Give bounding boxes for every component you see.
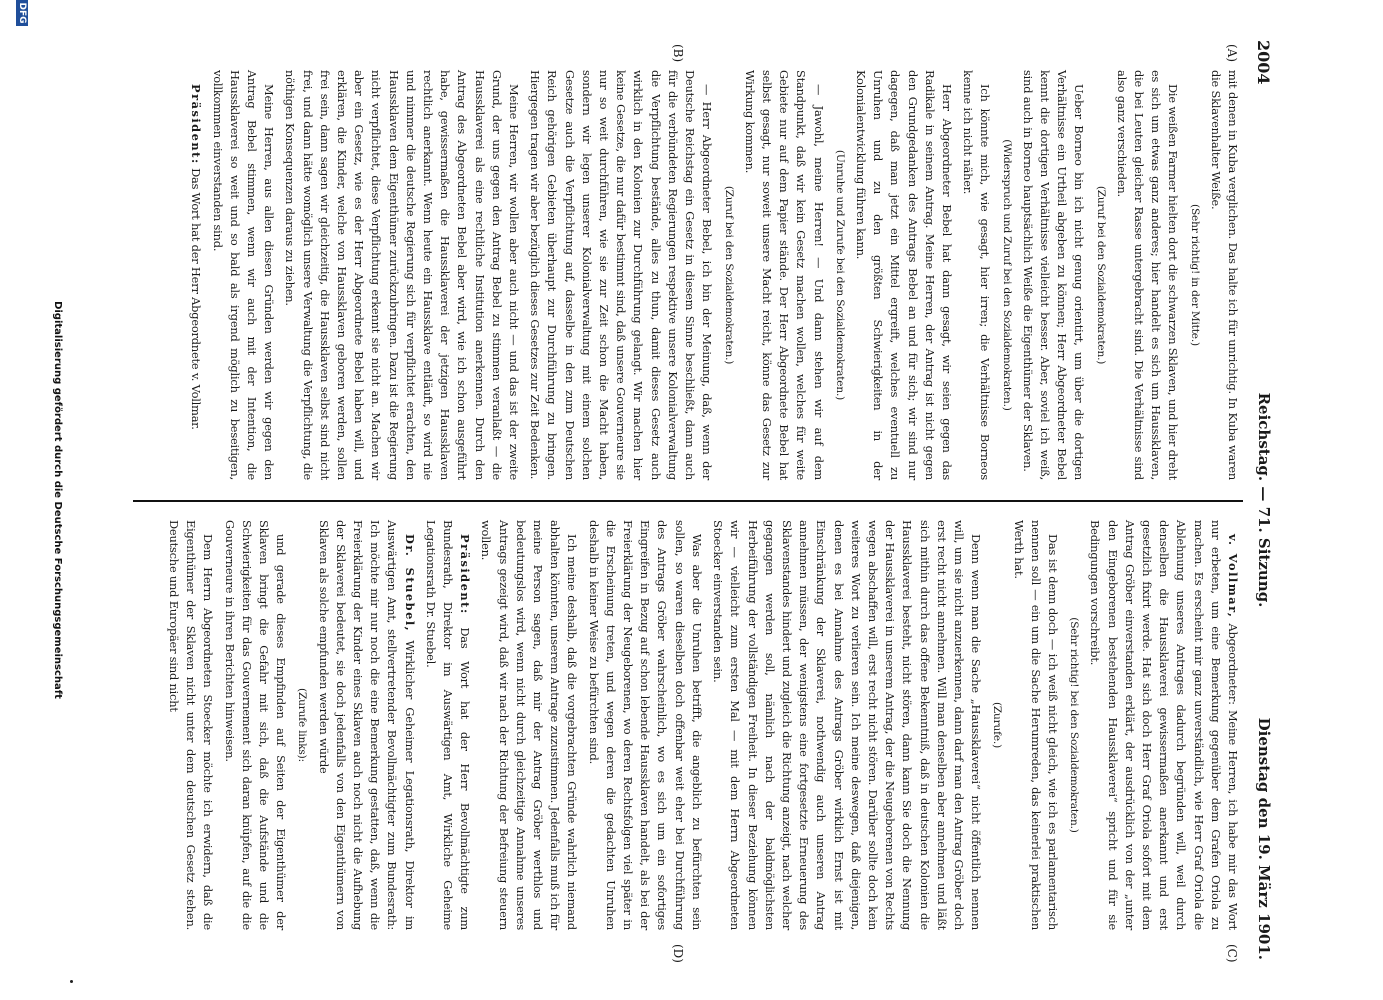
column-divider bbox=[133, 500, 1243, 502]
body-paragraph: Was aber die Unruhen betrifft, die angeblich zu befürchten sein sollen, so waren dieselben doch offenbar weit eher bei Durchführung des Antrags Gröber wahrscheinlich, wo es sich um ein sofortiges Eingreifen in Bezug auf schon lebende Haussklaven handelt, als bei der Freierklärung der Neugeborenen, wo deren Rechtsfolgen viel später in die Erscheinung treten, und wegen deren die gedachten Unruhen deshalb in keiner Weise zu befürchten sind. bbox=[586, 520, 704, 930]
speech-paragraph bbox=[422, 520, 474, 930]
speaker-name: Präsident: bbox=[189, 84, 204, 165]
right-column bbox=[161, 520, 1241, 930]
header-date: Dienstag den 19. März 1901. bbox=[1255, 717, 1273, 960]
speck bbox=[70, 980, 73, 983]
speech-text: Abgeordneter: Meine Herren, ich habe mir das Wort nur erbeten, um eine Bemerkung gegenüber dem Grafen Oriola zu machen. Es erscheint mir ganz unverständlich, wie Herr Graf Oriola die Ablehnung unseres Antrages dadurch begründen will, weil durch denselben die Haussklaverei gewissermaßen anerkannt und erst gesetzlich fixirt werde. Hat sich doch Herr Graf Oriola sofort mit dem Antrag Gröber einverstanden erklärt, der ausdrücklich von der „unter den Eingeborenen bestehenden Haussklaverei“ spricht und für sie Bedingungen vorschreibt. bbox=[1088, 520, 1240, 930]
body-paragraph: Herr Abgeordneter Bebel hat dann gesagt, wir seien gegen das Radikale in seinem Antrag. Meine Herren, der Antrag ist nicht gegen den Grundgedanken des Antrags Bebel an und für sich; wir sind nur dagegen, daß man jetzt ein Mittel ergreift, welches eventuell zu Unruhen und zu den größten Schwierigkeiten in der Kolonialentwicklung führen kann. bbox=[853, 70, 954, 480]
stage-direction: (Zuruf bei den Sozialdemokraten.) bbox=[1094, 185, 1107, 365]
body-paragraph: Denn wenn man die Sache „Haussklaverei“ nicht öffentlich nennen will, um sie nicht anzuerkennen, dann darf man den Antrag Gröber doch erst recht nicht annehmen. Will man denselben aber annehmen und läßt sich mithin durch das offene Bekenntniß, daß in deutschen Kolonien die Haussklaverei besteht, nicht stören, dann kann Sie doch die Nennung der Haussklaverei in unserem Antrag, der die Neugeborenen von Rechts wegen abschaffen will, erst recht nicht stören. Darüber sollte doch kein weiteres Wort zu verlieren sein. Ich meine deswegen, daß diejenigen, denen es bei Annahme des Antrags Gröber wirklich Ernst ist mit Einschränkung der Sklaverei, nothwendig auch unseren Antrag annehmen müssen, der wenigstens eine fortgesetzte Erneuerung des Sklavenstandes hindert und zugleich die Richtung anzeigt, nach welcher gegangen werden soll, nämlich nach der baldmöglichsten Herbeiführung der vollständigen Freiheit. In dieser Beziehung können wir — vielleicht zum ersten Mal — mit dem Herrn Abgeordneten Stoecker einverstanden sein. bbox=[711, 520, 984, 930]
left-column bbox=[183, 70, 1241, 480]
page-number: 2004 bbox=[1254, 40, 1273, 85]
speech-text: Das Wort hat der Herr Bevollmächtigte zum Bundesrath, Direktor im Auswärtigen Amt, Wirkliche Geheime Legationsrath Dr. Stuebel. bbox=[423, 520, 473, 930]
digitization-credit: Digitalisierung gefördert durch die Deutsche Forschungsgemeinschaft bbox=[52, 301, 63, 699]
margin-marker-a: (A) bbox=[1225, 44, 1239, 63]
speaker-name: v. Vollmar, bbox=[1226, 534, 1240, 619]
body-paragraph: Die weißen Farmer hielten dort die schwarzen Sklaven, und hier dreht es sich um etwas ganz anderes; hier handelt es sich um Haussklaven, die bei Leuten gleicher Rasse untergebracht sind. Die Verhältnisse sind also ganz verschieden. bbox=[1114, 70, 1181, 480]
body-paragraph: mit denen in Kuba verglichen. Das halte ich für unrichtig. In Kuba waren die Sklavenhalter Weiße. bbox=[1208, 70, 1240, 480]
stage-direction: (Widerspruch und Zuruf bei den Sozialdemokraten.) bbox=[1000, 139, 1013, 411]
body-paragraph: Dem Herrn Abgeordneten Stoecker möchte ich erwidern, daß die Eigenthümer der Sklaven nicht unter dem deutschen Gesetz stehen. Deutsche und Europäer sind nicht bbox=[167, 520, 216, 930]
body-paragraph: — Jawohl, meine Herren! — Und dann stehen wir auf dem Standpunkt, daß wir kein Gesetz machen wollen, welches für weite Gebiete nur auf dem Papier stände. Der Herr Abgeordnete Bebel hat selbst gesagt, nur soweit unsere Macht reicht, könne das Gesetz zur Wirkung kommen. bbox=[742, 70, 826, 480]
speech-paragraph bbox=[1086, 520, 1241, 930]
speech-paragraph bbox=[314, 520, 417, 930]
margin-marker-c: (C) bbox=[1225, 944, 1239, 963]
dfg-logo: DFG bbox=[16, 0, 28, 26]
body-paragraph: und gerade dieses Empfinden auf Seiten der Eigenthümer der Sklaven bringt die Gefahr mit sich, daß die Aufstände und die Schwierigkeiten für das Gouvernement sich daran knüpfen, auf die die Gouverneure in ihren Berichten hinweisen. bbox=[222, 520, 289, 930]
body-paragraph: Ich könnte mich, wie gesagt, hier irren; die Verhältnisse Borneos kenne ich nicht näher. bbox=[961, 70, 993, 480]
margin-marker-d: (D) bbox=[671, 944, 685, 963]
speech-paragraph bbox=[187, 70, 204, 480]
margin-marker-b: (B) bbox=[671, 44, 685, 63]
stage-direction: (Zurufe.) bbox=[991, 701, 1004, 749]
speaker-name: Präsident: bbox=[458, 534, 473, 615]
stage-direction: (Sehr richtig! bei den Sozialdemokraten.) bbox=[1068, 617, 1081, 833]
body-paragraph: Das ist denn doch — ich weiß nicht gleich, wie ich es parlamentarisch nennen soll — ein um die Sache Herumreden, das keinerlei praktischen Werth hat. bbox=[1011, 520, 1060, 930]
stage-direction: (Zurufe links): bbox=[296, 688, 309, 762]
stage-direction: (Zuruf bei den Sozialdemokraten.) bbox=[722, 185, 735, 365]
speech-text: Das Wort hat der Herr Abgeordnete v. Vollmar. bbox=[189, 164, 204, 430]
body-paragraph: — Herr Abgeordneter Bebel, ich bin der Meinung, daß, wenn der Deutsche Reichstag ein Gesetz in diesem Sinne beschließt, dann auch für die verbündeten Regierungen respektive unsere Kolonialverwaltung die Verpflichtung bestände, alles zu thun, damit dieses Gesetz auch wirklich in den Kolonien zur Durchführung gelangt. Wir machen hier keine Gesetze, die nur dafür bestimmt sind, daß unsere Gouverneure sie nur so weit durchführen, wie sie zur Zeit schon die Macht haben, sondern wir legen unserer Kolonialverwaltung mit einem solchen Gesetze auch die Verpflichtung auf, dasselbe in den zum Deutschen Reich gehörigen Gebieten überhaupt zur Durchführung zu bringen. Hiergegen tragen wir aber bezüglich dieses Gesetzes zur Zeit Bedenken. bbox=[528, 70, 715, 480]
body-paragraph: Ich meine deshalb, daß die vorgebrachten Gründe wahrlich niemand abhalten könnten, unserem Antrage zuzustimmen. Jedenfalls muß ich für meine Person sagen, daß mir der Antrag Gröber werthlos und bedeutungslos wird, wenn nicht durch gleichzeitige Annahme unseres Antrags gezeigt wird, daß wir nach der Richtung der Befreiung steuern wollen. bbox=[479, 520, 580, 930]
header-title: Reichstag. — 71. Sitzung. bbox=[1255, 392, 1273, 608]
speaker-name: Dr. Stuebel, bbox=[402, 534, 417, 633]
running-header bbox=[1249, 40, 1279, 960]
body-paragraph: Meine Herren, wir wollen aber auch nicht — und das ist der zweite Grund, der uns gegen den Antrag Bebel zu stimmen veranlaßt — die Haussklaverei als eine rechtliche Institution anerkennen. Durch den Antrag des Abgeordneten Bebel aber wird, wie ich schon ausgeführt habe, gewissermaßen die Haussklaverei der jetzigen Haussklaven rechtlich anerkannt. Wenn heute ein Haussklave entläuft, so wird nie und nimmer die deutsche Regierung sich für verpflichtet erachten, den Haussklaven dem Eigenthümer zurückzubringen. Dazu ist die Regierung nicht verpflichtet, diese Verpflichtung erkennt sie nicht an. Machen wir aber ein Gesetz, wie es der Herr Abgeordnete Bebel haben will, und erklären, die Kinder, welche von Haussklaven geboren werden, sollen frei sein, dann sagen wir gleichzeitig, die Haussklaven selbst sind nicht frei, und dann hätte womöglich unsere Verwaltung die Verpflichtung, die nöthigen Konsequenzen daraus zu ziehen. bbox=[283, 70, 522, 480]
body-paragraph: Meine Herren, aus allen diesen Gründen werden wir gegen den Antrag Bebel stimmen, wenn wir auch mit der Intention, die Haussklaverei so weit und so bald als irgend möglich zu beseitigen, vollkommen einverstanden sind. bbox=[210, 70, 277, 480]
stage-direction: (Unruhe und Zurufe bei den Sozialdemokraten.) bbox=[833, 149, 846, 401]
stage-direction: (Sehr richtig! in der Mitte.) bbox=[1188, 204, 1201, 346]
speech-text: Wirklicher Geheimer Legationsrath, Direktor im Auswärtigen Amt, stellvertretender Bevollmächtigter zum Bundesrath: Ich möchte mir nur noch die eine Bemerkung gestatten, daß, wenn die Freierklärung der Kinder eines Sklaven auch noch nicht die Aufhebung der Sklaverei bedeutet, sie doch jedenfalls von den Eigenthümern von Sklaven als solche empfunden werden würde bbox=[316, 520, 417, 930]
body-paragraph: Ueber Borneo bin ich nicht genug orientirt, um über die dortigen Verhältnisse ein Urtheil abgeben zu können; Herr Abgeordneter Bebel kennt die dortigen Verhältnisse vielleicht besser. Aber, soviel ich weiß, sind auch in Borneo hauptsächlich Weiße die Eigenthümer der Sklaven. bbox=[1020, 70, 1087, 480]
